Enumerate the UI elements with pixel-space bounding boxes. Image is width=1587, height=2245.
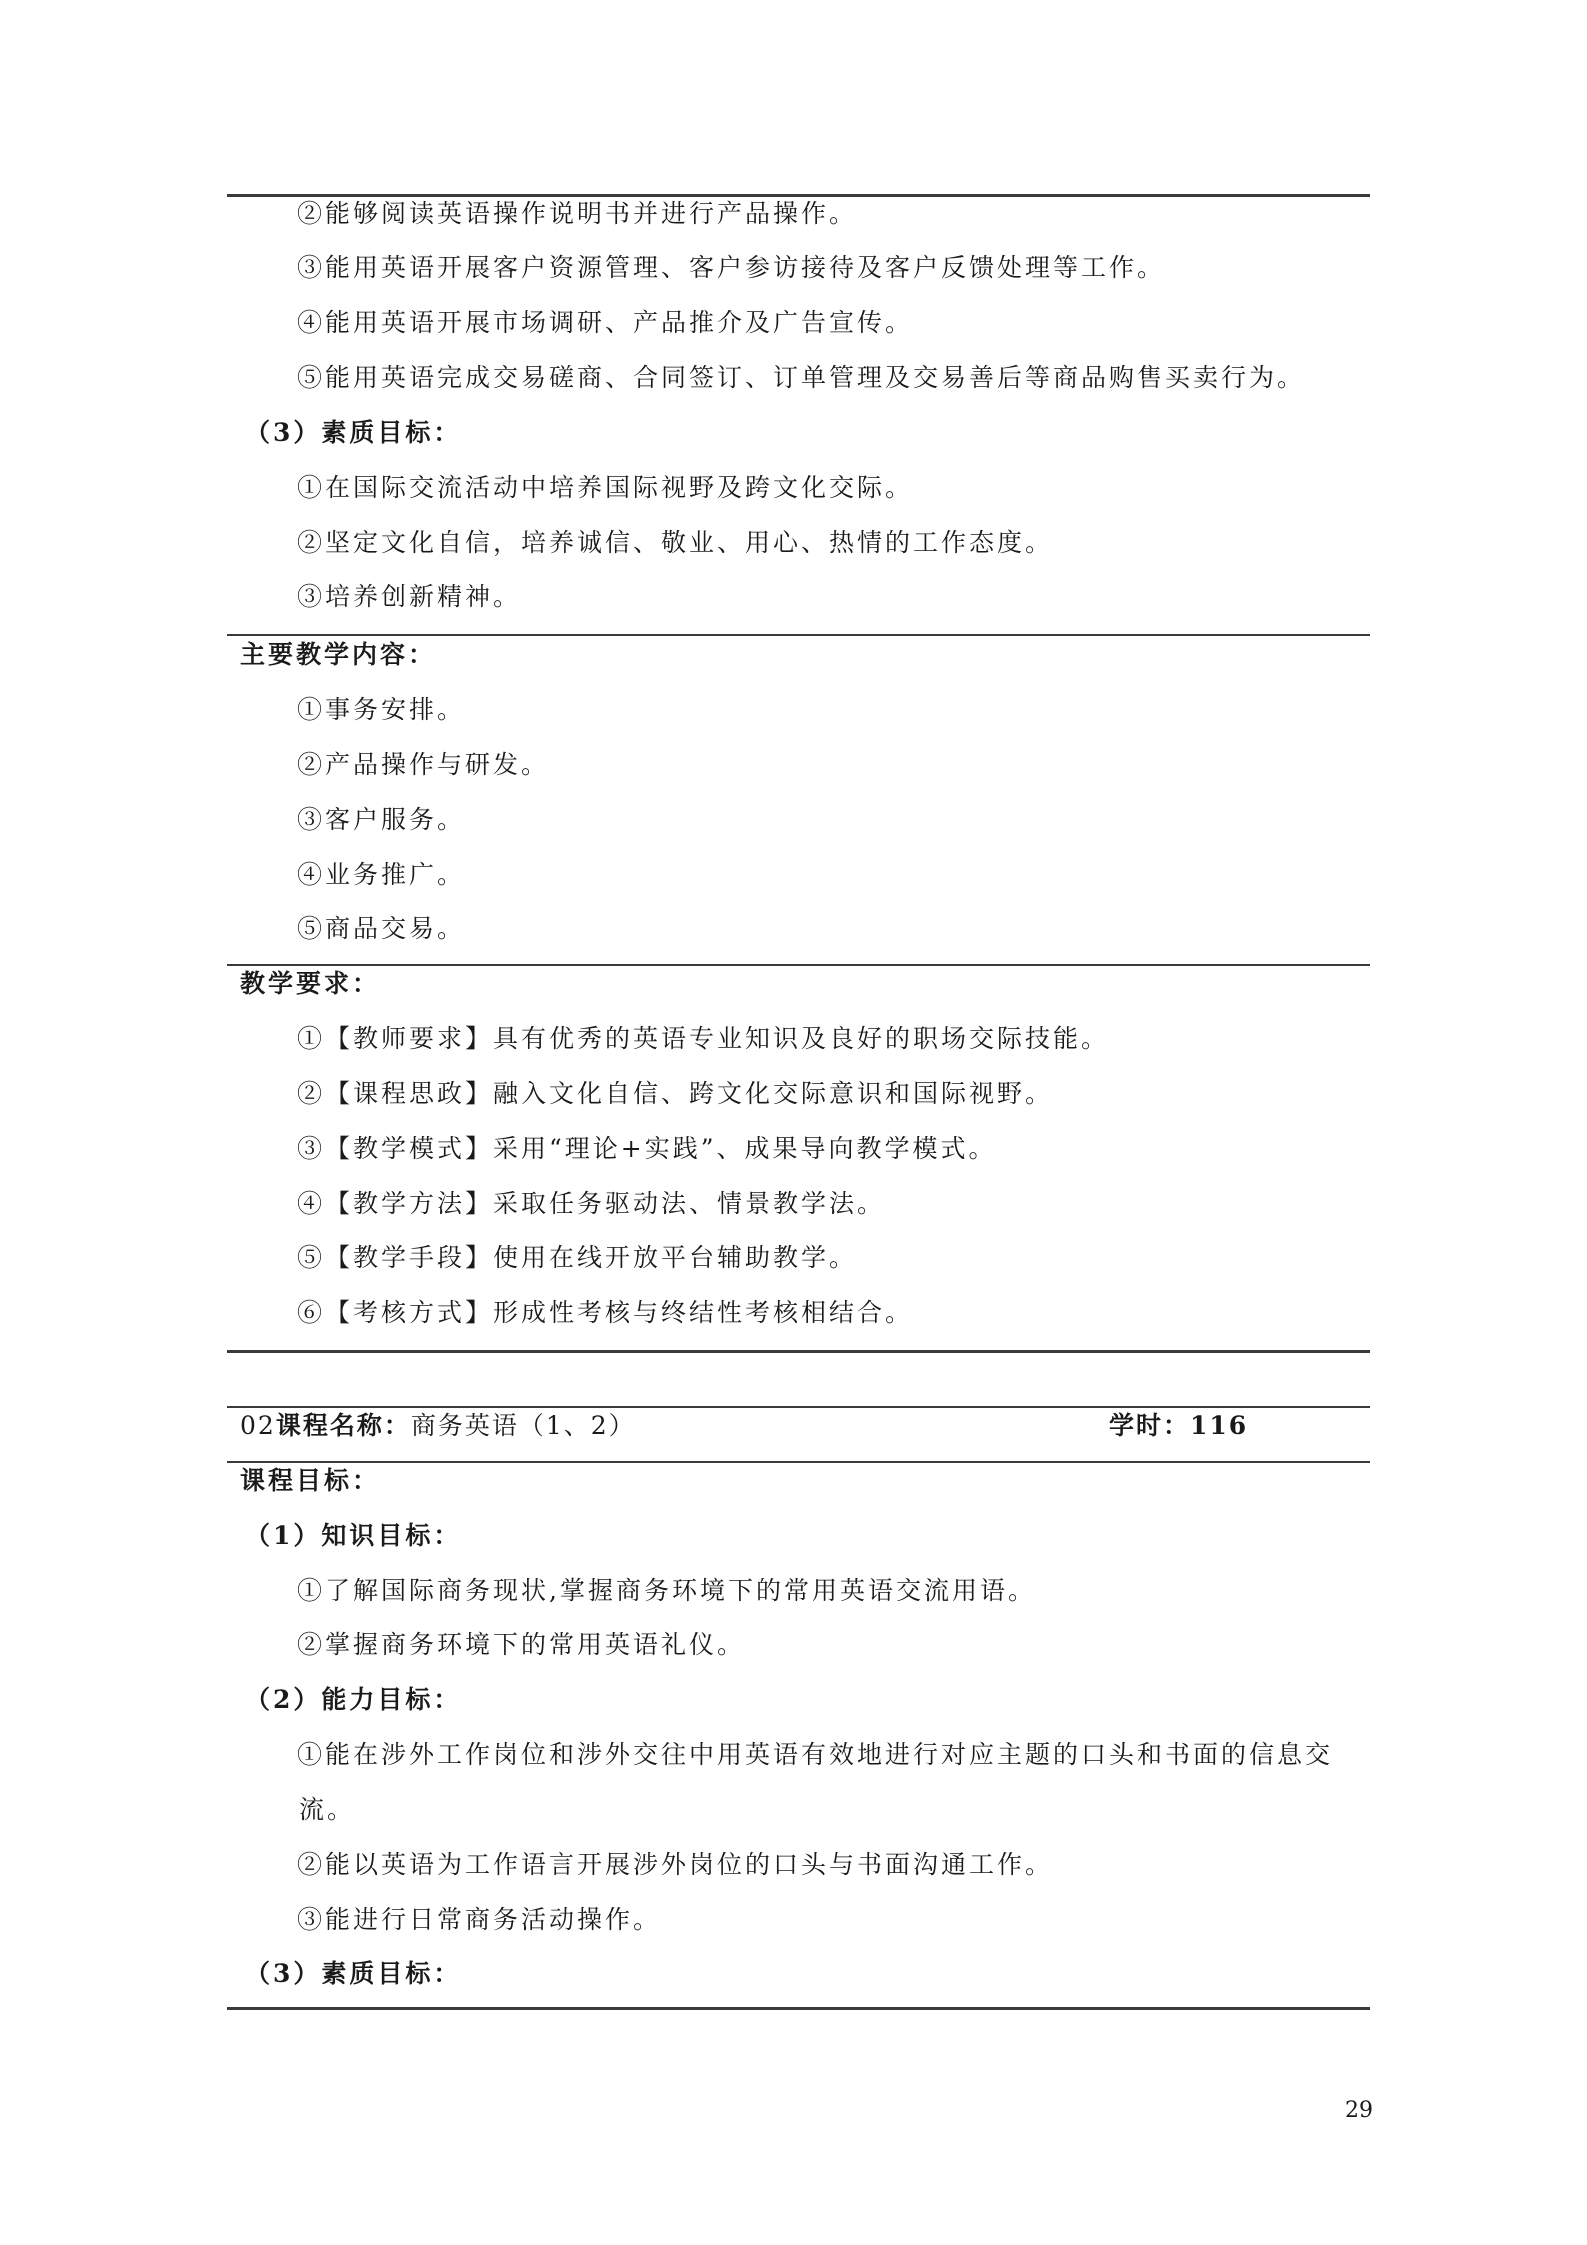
quality-item: ②坚定文化自信，培养诚信、敬业、用心、热情的工作态度。 (297, 528, 1054, 557)
ability-item: ④能用英语开展市场调研、产品推介及广告宣传。 (297, 308, 914, 337)
content-item: ①事务安排。 (297, 695, 466, 724)
content-item: ⑤商品交易。 (297, 914, 466, 943)
objectives-heading: 课程目标： (240, 1466, 381, 1495)
quality-heading: （3）素质目标： (245, 1959, 462, 1988)
section-divider (227, 634, 1370, 636)
course-title-row (240, 1408, 636, 1444)
table-bottom-border (227, 1350, 1370, 1353)
quality-heading: （3）素质目标： (245, 418, 462, 447)
ability-item-continuation: 流。 (299, 1795, 356, 1824)
knowledge-heading: （1）知识目标： (245, 1521, 462, 1550)
section-divider (227, 1461, 1370, 1463)
knowledge-item: ①了解国际商务现状,掌握商务环境下的常用英语交流用语。 (297, 1576, 1036, 1605)
knowledge-item: ②掌握商务环境下的常用英语礼仪。 (297, 1630, 746, 1659)
course-code: 02 (240, 1411, 276, 1440)
requirement-item: ③【教学模式】采用“理论+实践”、成果导向教学模式。 (297, 1134, 997, 1163)
page-number: 29 (1345, 2098, 1373, 2123)
ability-item: ②能以英语为工作语言开展涉外岗位的口头与书面沟通工作。 (297, 1850, 1054, 1879)
ability-item: ①能在涉外工作岗位和涉外交往中用英语有效地进行对应主题的口头和书面的信息交 (297, 1740, 1334, 1769)
requirement-item: ④【教学方法】采取任务驱动法、情景教学法。 (297, 1189, 886, 1218)
quality-item: ③培养创新精神。 (297, 582, 522, 611)
ability-item: ③能用英语开展客户资源管理、客户参访接待及客户反馈处理等工作。 (297, 253, 1166, 282)
content-item: ③客户服务。 (297, 805, 466, 834)
quality-item: ①在国际交流活动中培养国际视野及跨文化交际。 (297, 473, 914, 502)
requirement-item: ⑥【考核方式】形成性考核与终结性考核相结合。 (297, 1298, 914, 1327)
section-divider (227, 964, 1370, 966)
course-hours: 学时：116 (1109, 1411, 1249, 1440)
requirement-item: ②【课程思政】融入文化自信、跨文化交际意识和国际视野。 (297, 1079, 1054, 1108)
content-heading: 主要教学内容： (240, 640, 437, 669)
table-bottom-border (227, 2007, 1370, 2010)
course-name: 商务英语（1、2） (410, 1411, 636, 1440)
content-item: ④业务推广。 (297, 860, 466, 889)
requirement-item: ⑤【教学手段】使用在线开放平台辅助教学。 (297, 1243, 858, 1272)
content-item: ②产品操作与研发。 (297, 750, 550, 779)
requirements-heading: 教学要求： (240, 969, 381, 998)
requirement-item: ①【教师要求】具有优秀的英语专业知识及良好的职场交际技能。 (297, 1024, 1110, 1053)
ability-item: ③能进行日常商务活动操作。 (297, 1905, 662, 1934)
ability-item: ②能够阅读英语操作说明书并进行产品操作。 (297, 199, 858, 228)
ability-heading: （2）能力目标： (245, 1685, 462, 1714)
ability-item: ⑤能用英语完成交易磋商、合同签订、订单管理及交易善后等商品购售买卖行为。 (297, 363, 1306, 392)
course-name-label: 课程名称： (275, 1411, 411, 1440)
